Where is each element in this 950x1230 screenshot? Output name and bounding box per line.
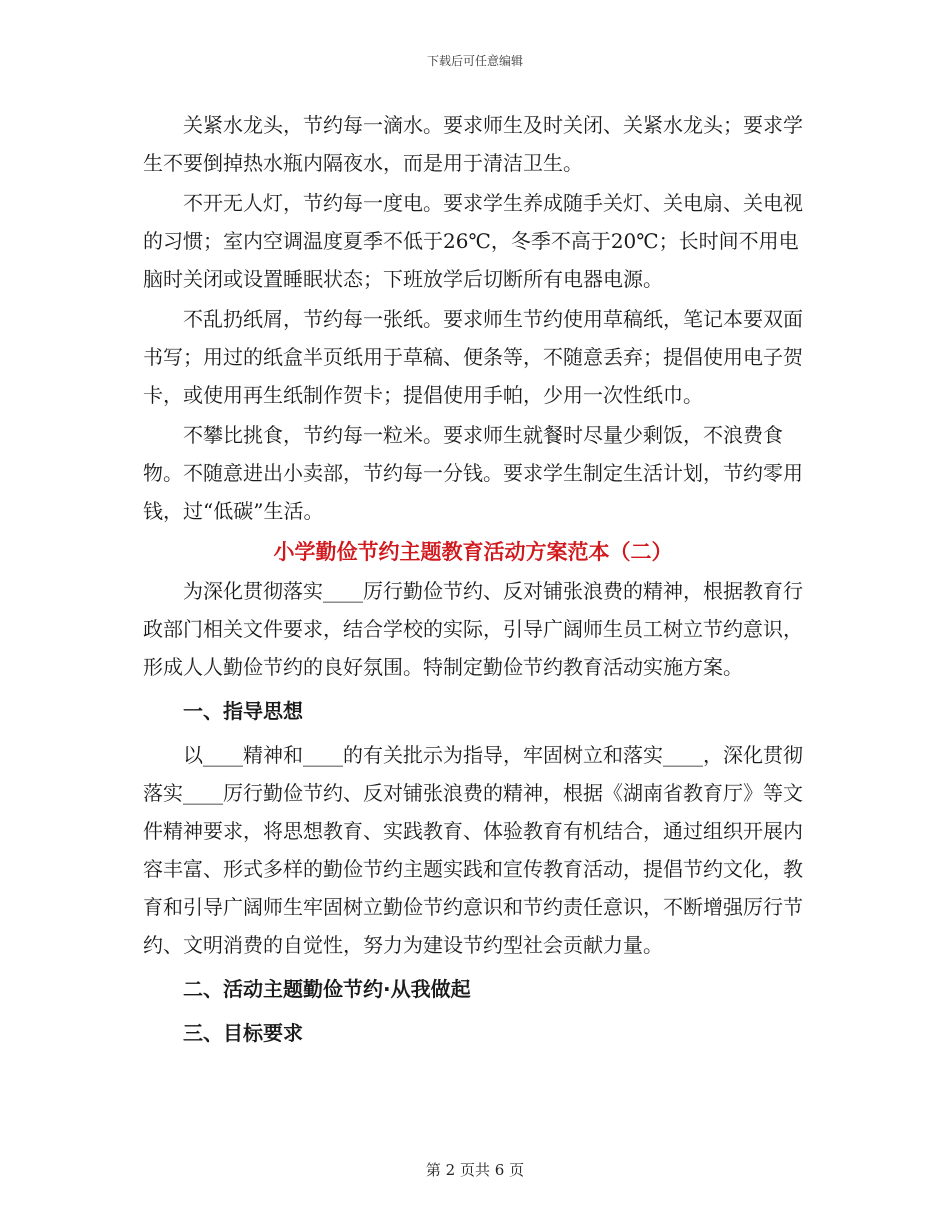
paragraph-electricity: 不开无人灯，节约每一度电。要求学生养成随手关灯、关电扇、关电视的习惯；室内空调温度夏季不低于26℃，冬季不高于20℃；长时间不用电脑时关闭或设置睡眠状态；下班放学后切断所有电器电源。 [143,191,803,291]
paragraph-water: 关紧水龙头，节约每一滴水。要求师生及时关闭、关紧水龙头；要求学生不要倒掉热水瓶内隔夜水，而是用于清洁卫生。 [143,113,803,175]
page-header: 下载后可任意编辑 [426,54,523,68]
paragraph-paper: 不乱扔纸屑，节约每一张纸。要求师生节约使用草稿纸，笔记本要双面书写；用过的纸盒半页纸用于草稿、便条等，不随意丢弃；提倡使用电子贺卡，或使用再生纸制作贺卡；提倡使用手帕，少用一次性纸巾。 [143,307,803,407]
paragraph-guiding-thought: 以____精神和____的有关批示为指导，牢固树立和落实____，深化贯彻落实____厉行勤俭节约、反对铺张浪费的精神，根据《湖南省教育厅》等文件精神要求，将思想教育、实践教育、体验教育有机结合，通过组织开展内容丰富、形式多样的勤俭节约主题实践和宣传教育活动，提倡节约文化，教育和引导广阔师生牢固树立勤俭节约意识和节约责任意识，不断增强厉行节约、文明消费的自觉性，努力为建设节约型社会贡献力量。 [143,743,803,957]
heading-activity-theme: 二、活动主题勤俭节约·从我做起 [183,977,471,1001]
heading-goals: 三、目标要求 [183,1021,303,1045]
page-footer: 第 2 页共 6 页 [425,1161,525,1179]
section-title: 小学勤俭节约主题教育活动方案范本（二） [273,540,673,564]
document-body [143,106,803,1058]
heading-guiding-thought: 一、指导思想 [183,699,303,723]
paragraph-intro: 为深化贯彻落实____厉行勤俭节约、反对铺张浪费的精神，根据教育行政部门相关文件要求，结合学校的实际，引导广阔师生员工树立节约意识，形成人人勤俭节约的良好氛围。特制定勤俭节约教育活动实施方案。 [143,579,803,679]
paragraph-food: 不攀比挑食，节约每一粒米。要求师生就餐时尽量少剩饭，不浪费食物。不随意进出小卖部，节约每一分钱。要求学生制定生活计划，节约零用钱，过“低碳”生活。 [143,423,803,523]
